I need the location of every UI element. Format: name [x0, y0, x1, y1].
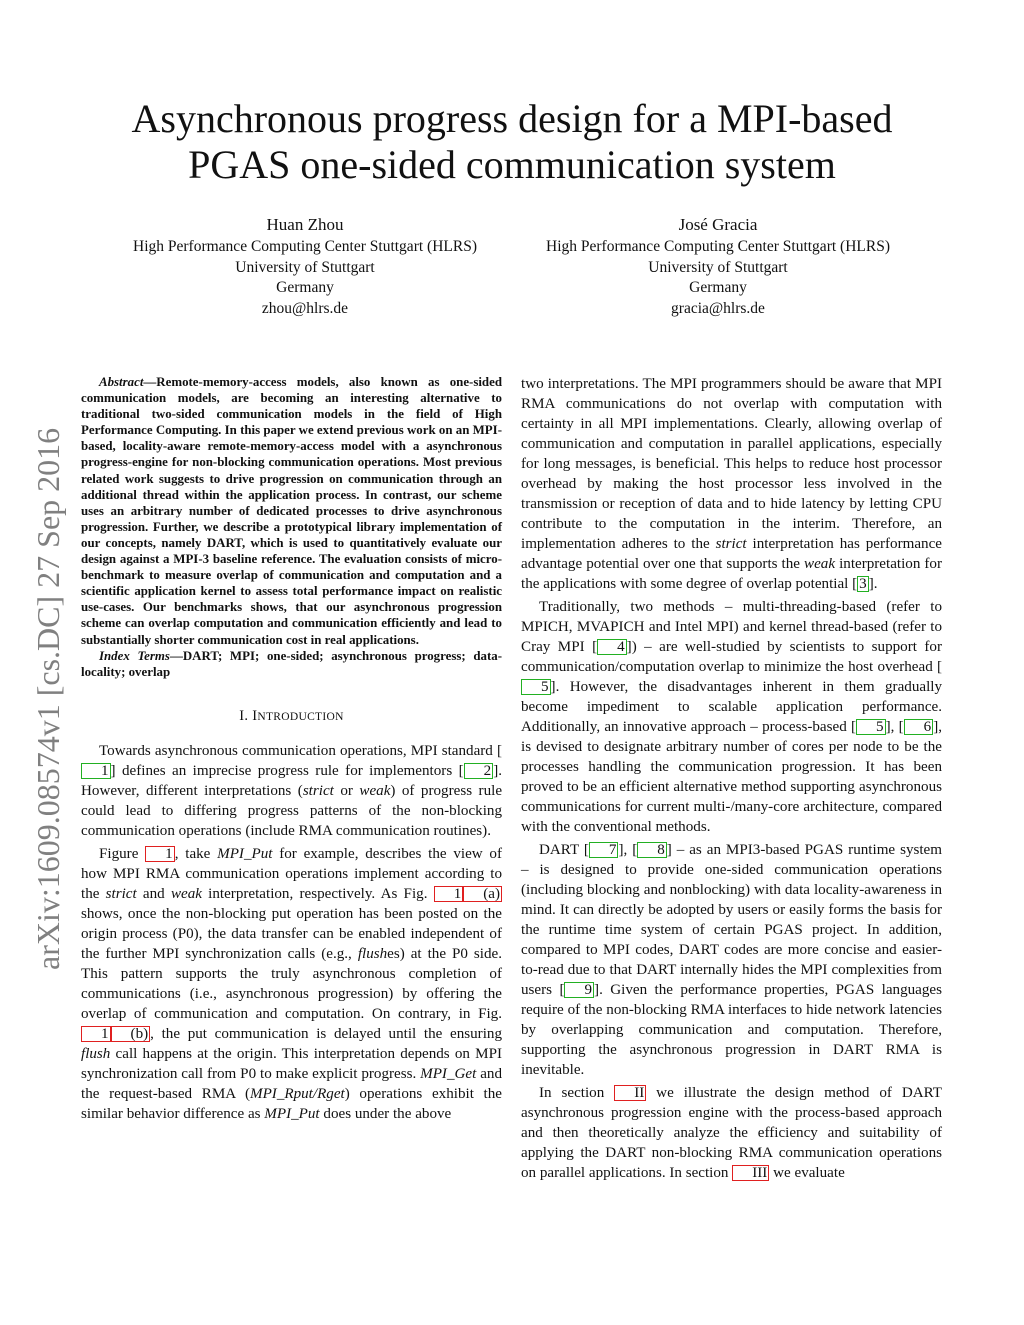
title-line-2: PGAS one-sided communication system: [188, 142, 836, 187]
author-university: University of Stuttgart: [235, 258, 375, 276]
title-line-1: Asynchronous progress design for a MPI-based: [131, 96, 893, 141]
citation-link[interactable]: 5: [521, 679, 551, 695]
index-terms-text: —DART; MPI; one-sided; asynchronous progress; data-locality; overlap: [81, 648, 502, 679]
author-country: Germany: [689, 279, 747, 296]
citation-link[interactable]: 3: [859, 576, 867, 592]
arxiv-identifier[interactable]: arXiv:1609.08574v1 [cs.DC] 27 Sep 2016: [30, 427, 66, 970]
author-email[interactable]: gracia@hlrs.de: [671, 299, 765, 317]
abstract: [81, 374, 502, 680]
paper-title: [0, 96, 1024, 188]
right-column: [521, 374, 942, 1183]
paragraph: Traditionally, two methods – multi-threading-based (refer to MPICH, MVAPICH and Intel MPI) and kernel thread-based (refer to Cray MPI [ 4 ]) – are well-studied by scientists to support for communication/computation overlap to minimize the host overhead [5 ]. However, the disadvantages inherent in them gradually become impediment to scalable application performance. Additionally, an innovative approach – process-based [ 5 ], [ 6 ], is devised to designate arbitrary number of cores per node to be the processes handling the communication progression. It has been proved to be an efficient alternative method supporting asynchronous communications for current multi-/many-core architecture, compared with the conventional methods.: [521, 599, 943, 835]
author-affiliation: High Performance Computing Center Stuttgart (HLRS): [133, 238, 477, 255]
paragraph: DART [ 7 ], [ 8 ] – as an MPI3-based PGAS runtime system – is designed to provide one-sided communication operations (including blocking and nonblocking) with data locality-awareness in mind. It can directly be adopted by users or easily forms the basis for the runtime time system of certain PGAS project. In addition, compared to MPI codes, DART codes are more concise and easier-to-read due to that DART internally hides the MPI complexities from users [ 9 ]. Given the performance properties, PGAS languages require of the non-blocking RMA interfaces to hide network latencies by overlapping communication and computation. Therefore, supporting the asynchronous progression in DART RMA is inevitable.: [521, 842, 943, 1078]
author-name: Huan Zhou: [266, 215, 344, 234]
figure-link[interactable]: 1: [145, 846, 175, 862]
citation-link[interactable]: 6: [904, 719, 934, 735]
figure-link[interactable]: (a): [463, 886, 502, 902]
figure-link[interactable]: 1: [81, 1026, 111, 1042]
paragraph: two interpretations. The MPI programmers should be aware that MPI RMA communications do not overlap with computation with certainty in all MPI implementations. Clearly, allowing overlap of communication and computation in parallel applications, especially for long messages, is beneficial. This helps to reduce host processor overhead by making the host processor less involved in the transmission or reception of data and to hide latency by letting CPU contribute to the computation in the interim. Therefore, an implementation adheres to the strict interpretation has performance advantage potential over one that supports the weak interpretation for the applications with some degree of overlap potential [ 3 ].: [521, 376, 943, 592]
left-column: [81, 374, 502, 1124]
citation-link[interactable]: 8: [637, 842, 667, 858]
citation-link[interactable]: 2: [464, 763, 494, 779]
author-block-2: [518, 214, 918, 319]
index-terms-label: Index Terms: [99, 648, 170, 663]
citation-link[interactable]: 5: [856, 719, 886, 735]
figure-link[interactable]: 1: [434, 886, 464, 902]
author-affiliation: High Performance Computing Center Stuttgart (HLRS): [546, 238, 890, 255]
author-block-1: [105, 214, 505, 319]
section-link[interactable]: II: [614, 1085, 646, 1101]
author-university: University of Stuttgart: [648, 258, 788, 276]
author-email[interactable]: zhou@hlrs.de: [261, 299, 349, 317]
citation-link[interactable]: 9: [564, 982, 594, 998]
paragraph: In section II we illustrate the design method of DART asynchronous progression engine with the process-based approach and then theoretically analyze the efficiency and suitability of applying the DART non-blocking RMA communication operations on parallel applications. In section III we evaluate: [521, 1085, 943, 1181]
figure-link[interactable]: (b): [111, 1026, 151, 1042]
citation-link[interactable]: 4: [597, 639, 627, 655]
author-name: José Gracia: [678, 215, 758, 234]
section-link[interactable]: III: [732, 1165, 769, 1181]
paragraph: Figure 1 , take MPI_Put for example, describes the view of how MPI RMA communication operations implement according to the strict and weak interpretation, respectively. As Fig. 1 (a) shows, once the non-blocking put operation has been posted on the origin process (P0), the data transfer can be enabled independent of the further MPI synchronization calls (e.g., flushes) at the P0 side. This pattern supports the truly asynchronous completion of communications (i.e., asynchronous progression) by offering the overlap of communication and computation. On contrary, in Fig. 1 (b) , the put communication is delayed until the ensuring flush call happens at the origin. This interpretation depends on MPI synchronization call from P0 to make explicit progress. MPI_Get and the request-based RMA (MPI_Rput/Rget) operations exhibit the similar behavior difference as MPI_Put does under the above: [81, 845, 502, 1122]
paragraph: Towards asynchronous communication operations, MPI standard [1 ] defines an imprecise progress rule for implementors [ 2 ]. However, different interpretations (strict or weak) of progress rule could lead to differing progress patterns of the non-blocking communication operations (include RMA communication routines).: [81, 742, 503, 839]
citation-link[interactable]: 1: [81, 763, 111, 779]
section-heading-introduction: I. INTRODUCTION: [239, 707, 344, 724]
citation-link[interactable]: 7: [589, 842, 619, 858]
abstract-label: Abstract: [99, 375, 144, 389]
abstract-text: —Remote-memory-access models, also known as one-sided communication models, are becoming an interesting alternative to traditional two-sided communication models in the field of High Performance Computing. In this paper we extend previous work on an MPI-based, locality-aware remote-memory-access model with a asynchronous progress-engine for non-blocking communication operations. Most previous related work suggests to drive progression on communication through an additional thread within the application process. In contrast, our scheme uses an arbitrary number of dedicated processes to drive asynchronous progression. Further, we describe a prototypical library implementation of our concepts, namely DART, which is used to quantitatively evaluate our design against a MPI-3 baseline reference. The evaluation consists of micro-benchmark to measure overlap of communication and computation and a scientific application kernel to assess total performance impact on realistic use-cases. Our benchmarks shows, that our asynchronous progression scheme can overlap computation and communication efficiently and lead to substantially shorter communication cost in real applications.: [81, 375, 502, 647]
author-country: Germany: [276, 279, 334, 296]
